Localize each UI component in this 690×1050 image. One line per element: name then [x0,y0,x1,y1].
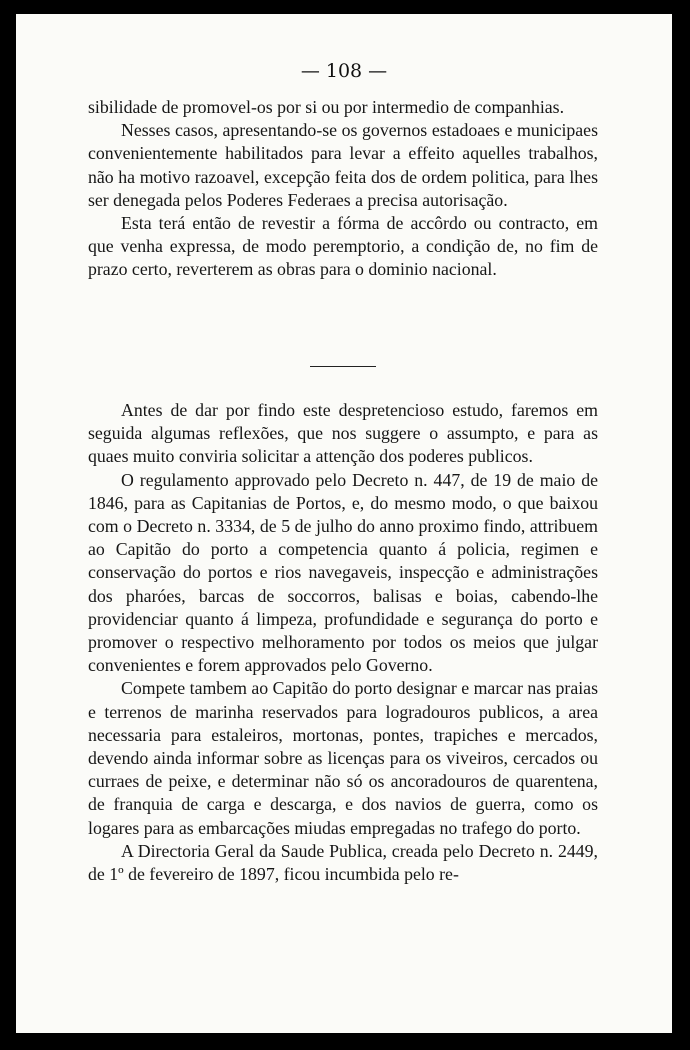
document-page [16,14,672,1033]
text-block-1 [88,96,598,282]
paragraph: Esta terá então de revestir a fórma de accôrdo ou contracto, em que venha expressa, de modo peremptorio, a condição de, no fim de prazo certo, reverterem as obras para o dominio nacional. [88,213,598,280]
page-number: — 108 — [300,60,388,82]
section-divider [310,366,376,367]
paragraph: Nesses casos, apresentando-se os governos estadoaes e municipaes convenientemente habilitados para levar a effeito aquelles trabalhos, não ha motivo razoavel, excepção feita dos de ordem politica, para lhes ser denegada pelos Poderes Federaes a precisa autorisação. [88,120,598,210]
text-block-2 [88,399,598,886]
paragraph: Antes de dar por findo este despretencioso estudo, faremos em seguida algumas reflexões, que nos suggere o assumpto, e para as quaes muito conviria solicitar a attenção dos poderes publicos. [88,400,598,467]
paragraph: Compete tambem ao Capitão do porto designar e marcar nas praias e terrenos de marinha reservados para logradouros publicos, a area necessaria para estaleiros, mortonas, pontes, trapiches e mercados, devendo ainda informar sobre as licenças para os viveiros, cercados ou curraes de peixe, e determinar não só os ancoradouros de quarentena, de franquia de carga e descarga, e dos navios de guerra, como os logares para as embarcações miudas empregadas no trafego do porto. [88,678,598,838]
paragraph: sibilidade de promovel-os por si ou por intermedio de companhias. [88,97,565,117]
paragraph: A Directoria Geral da Saude Publica, creada pelo Decreto n. 2449, de 1º de fevereiro de 1897, ficou incumbida pelo re- [88,840,598,885]
paragraph: O regulamento approvado pelo Decreto n. 447, de 19 de maio de 1846, para as Capitanias de Portos, e, do mesmo modo, o que baixou com o Decreto n. 3334, de 5 de julho do anno proximo findo, attribuem ao Capitão do porto a competencia quanto á policia, regimen e conservação do portos e rios navegaveis, inspecção e administrações dos pharóes, barcas de soccorros, balisas e boias, cabendo-lhe providenciar quanto á limpeza, profundidade e segurança do porto e promover o respectivo melhoramento por todos os meios que julgar convenientes e forem approvados pelo Governo. [88,469,598,676]
